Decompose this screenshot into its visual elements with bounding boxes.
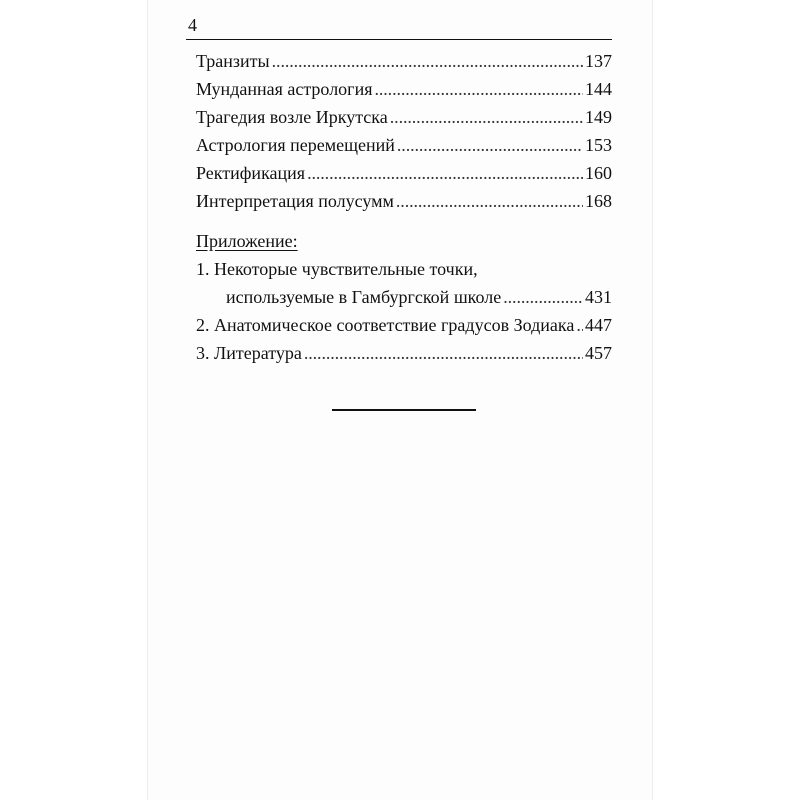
appendix-item <box>196 311 612 339</box>
appendix-item-page: 457 <box>585 343 612 363</box>
toc-entry-page: 149 <box>585 107 612 127</box>
toc-entry-page: 137 <box>585 51 612 71</box>
end-rule <box>332 409 476 411</box>
appendix-heading: Приложение: <box>196 231 298 251</box>
toc-entry-page: 160 <box>585 163 612 183</box>
toc-entry-page: 168 <box>585 191 612 211</box>
appendix-item-title: используемые в Гамбургской школе <box>226 287 502 307</box>
dot-leader <box>304 339 583 367</box>
toc-entry <box>196 187 612 215</box>
appendix-item <box>196 339 612 367</box>
dot-leader <box>272 47 583 75</box>
dot-leader <box>396 187 583 215</box>
header-rule <box>186 39 612 40</box>
toc-entry-title: Транзиты <box>196 51 270 71</box>
toc-entry <box>196 47 612 75</box>
dot-leader <box>397 131 583 159</box>
appendix-item <box>196 283 612 311</box>
toc-entry-title: Трагедия возле Иркутска <box>196 107 388 127</box>
dot-leader <box>390 103 583 131</box>
toc-entry-title: Астрология перемещений <box>196 135 395 155</box>
toc-entry <box>196 103 612 131</box>
page-number: 4 <box>188 15 197 35</box>
book-page <box>148 0 652 800</box>
appendix-item-title: 3. Литература <box>196 343 302 363</box>
appendix-item-page: 431 <box>585 287 612 307</box>
toc-entry-title: Ректификация <box>196 163 306 183</box>
toc-entry-page: 153 <box>585 135 612 155</box>
table-of-contents <box>196 47 612 367</box>
dot-leader <box>374 75 583 103</box>
appendix-item-title: 2. Анатомическое соответствие градусов Зодиака <box>196 315 575 335</box>
appendix-item-line: 1. Некоторые чувствительные точки, <box>196 259 478 279</box>
toc-entry <box>196 159 612 187</box>
dot-leader <box>307 159 583 187</box>
appendix-item-page: 447 <box>585 315 612 335</box>
toc-entry-title: Интерпретация полусумм <box>196 191 394 211</box>
dot-leader <box>503 283 583 311</box>
toc-entry-title: Мунданная астрология <box>196 79 373 99</box>
toc-entry <box>196 75 612 103</box>
toc-entry <box>196 131 612 159</box>
dot-leader <box>576 311 583 339</box>
toc-entry-page: 144 <box>585 79 612 99</box>
